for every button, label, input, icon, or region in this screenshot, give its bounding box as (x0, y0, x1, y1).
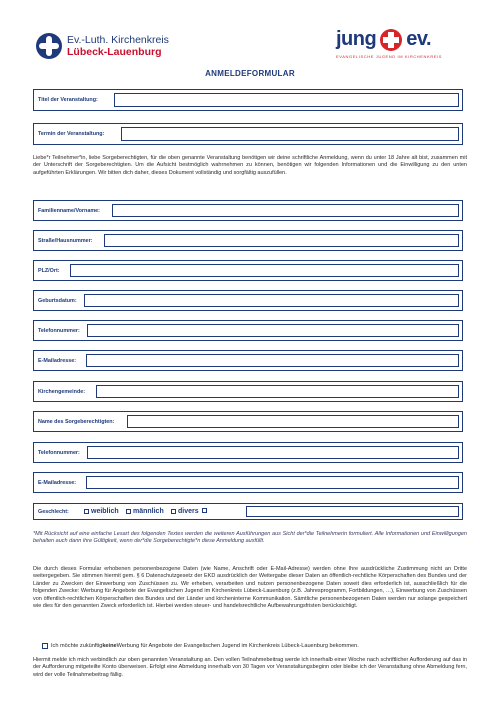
plz-row (33, 260, 463, 281)
agree-bold: keine (102, 643, 117, 649)
logo-tagline: EVANGELISCHE JUGEND IM KIRCHENKREIS (336, 54, 443, 59)
checkbox-icon[interactable] (84, 509, 89, 514)
event-date-row (33, 123, 463, 145)
guardian-email-input[interactable] (86, 476, 459, 489)
phone-input[interactable] (87, 324, 459, 337)
guardian-input[interactable] (127, 415, 459, 428)
plz-input[interactable] (70, 264, 459, 277)
gender-option-label: divers (178, 508, 199, 515)
birthdate-row (33, 290, 463, 311)
street-label: Straße/Hausnummer: (38, 237, 93, 244)
org-name-line1: Ev.-Luth. Kirchenkreis (67, 33, 169, 46)
checkbox-icon[interactable] (126, 509, 131, 514)
email-input[interactable] (86, 354, 459, 367)
parish-row (33, 381, 463, 402)
logo-word-ev: ev. (406, 28, 432, 50)
note-italic: *Mit Rücksicht auf eine einfache Lesart des folgenden Textes werden die weiteren Ausführungen aus Sicht der*die Teilnehmerin formuliert. Alle Informationen und Einwilligungen behalten auch dann ihre Gültigkeit, wenn der*die Sorgeberechtigte*n diese Anmeldung ausfüllt. (33, 531, 467, 545)
gender-row (33, 503, 463, 520)
email-row (33, 350, 463, 371)
cross-icon (36, 33, 62, 59)
guardian-phone-input[interactable] (87, 446, 459, 459)
gender-other-input[interactable] (246, 506, 459, 517)
parish-label: Kirchengemeinde: (38, 388, 86, 395)
page-title: ANMELDEFORMULAR (205, 69, 295, 78)
event-title-input[interactable] (114, 93, 459, 107)
no-advertising-option[interactable] (42, 643, 359, 649)
street-input[interactable] (104, 234, 459, 247)
agree-post: Werbung für Angebote der Evangelischen Jugend im Kirchenkreis Lübeck-Lauenburg bekommen. (116, 643, 359, 649)
name-row (33, 200, 463, 221)
cross-icon (380, 29, 402, 51)
privacy-text: Die durch dieses Formular erhobenen personenbezogene Daten (wie Name, Anschrift oder E-Mail-Adresse) werden ohne Ihre ausdrückliche Zustimmung nicht an Dritte weitergegeben. Sie stimmen hiermit gem. § 6 Datenschutzgesetz der EKD ausdrücklich der Weitergabe dieser Daten an öffentlich-rechtliche Körperschaften des Bundes und der Länder zu Zwecken der Einwerbung von Zuschüssen zu. Wir erheben, verarbeiten und nutzen personenbezogene Daten soweit dies erforderlich ist, ausschließlich für die folgenden Zwecke: Werbung für Angebote der Evangelischen Jugend im Kirchenkreis Lübeck-Lauenburg (z.B. Jahresprogramm, Fortbildungen, …), Einwerbung von Zuschüssen von öffentlich-rechtlichen Körperschaften des Bundes und der Länder und kircheninterne Kommunikation. Sämtliche personenbezogenen Daten werden nur solange gespeichert wie dies für den genannten Zweck erforderlich ist. Hierbei werden steuer- und handelsrechtliche Aufbewahrungsfristen berücksichtigt. (33, 566, 467, 610)
gender-label: Geschlecht: (38, 509, 69, 515)
checkbox-icon[interactable] (42, 643, 48, 649)
email-label: E-Mailadresse: (38, 357, 77, 364)
gender-option-label: männlich (133, 508, 164, 515)
guardian-email-label: E-Mailadresse: (38, 479, 77, 486)
gender-option-label: weiblich (91, 508, 119, 515)
name-input[interactable] (112, 204, 459, 217)
plz-label: PLZ/Ort: (38, 267, 60, 274)
logo-word-jung: jung (336, 28, 377, 50)
gender-option-other[interactable] (202, 508, 209, 513)
agree-pre: Ich möchte zukünftig (51, 643, 103, 649)
guardian-phone-row (33, 442, 463, 463)
guardian-row (33, 411, 463, 432)
name-label: Familienname/Vorname: (38, 207, 100, 214)
checkbox-icon[interactable] (171, 509, 176, 514)
guardian-label: Name des Sorgeberechtigten: (38, 418, 115, 425)
event-title-label: Titel der Veranstaltung: (38, 97, 98, 103)
phone-row (33, 320, 463, 341)
event-date-label: Termin der Veranstaltung: (38, 131, 105, 137)
gender-option-divers[interactable] (171, 508, 199, 515)
final-text: Hiermit melde ich mich verbindlich zur oben genannten Veranstaltung an. Den vollen Teilnahmebeitrag werde ich innerhalb einer Woche nach schriftlicher Aufforderung auf das in der Aufforderung mitgeteilte Konto überweisen. Erfolgt eine Abmeldung innerhalb von 30 Tagen vor Veranstaltungsbeginn oder bleibe ich der Veranstaltung ohne Abmeldung fern, wird der volle Teilnahmebeitrag fällig. (33, 657, 467, 678)
event-date-input[interactable] (121, 127, 459, 141)
kirchenkreis-logo (36, 33, 169, 59)
intro-text: Liebe*r Teilnehmer*in, liebe Sorgeberechtigten, für die oben genannte Veranstaltung benötigen wir deine schriftliche Anmeldung, wenn du unter 18 Jahre alt bist, zusammen mit der Unterschrift der Sorgeberechtigten. Um die Aufsicht bestmöglich wahrnehmen zu können, benötigen wir folgenden Informationen und die Einwilligung zu den unten aufgeführten Erklärungen. Wir bitten dich daher, dieses Dokument vollständig und sorgfältig auszufüllen. (33, 155, 467, 176)
guardian-phone-label: Telefonnummer: (38, 449, 80, 456)
guardian-email-row (33, 472, 463, 493)
checkbox-icon[interactable] (202, 508, 207, 513)
phone-label: Telefonnummer: (38, 327, 80, 334)
org-name-line2: Lübeck-Lauenburg (67, 45, 162, 58)
jung-ev-logo (336, 28, 466, 59)
gender-option-weiblich[interactable] (84, 508, 119, 515)
street-row (33, 230, 463, 251)
parish-input[interactable] (96, 385, 459, 398)
gender-option-maennlich[interactable] (126, 508, 164, 515)
event-title-row (33, 89, 463, 111)
birthdate-input[interactable] (84, 294, 459, 307)
birthdate-label: Geburtsdatum: (38, 297, 77, 304)
